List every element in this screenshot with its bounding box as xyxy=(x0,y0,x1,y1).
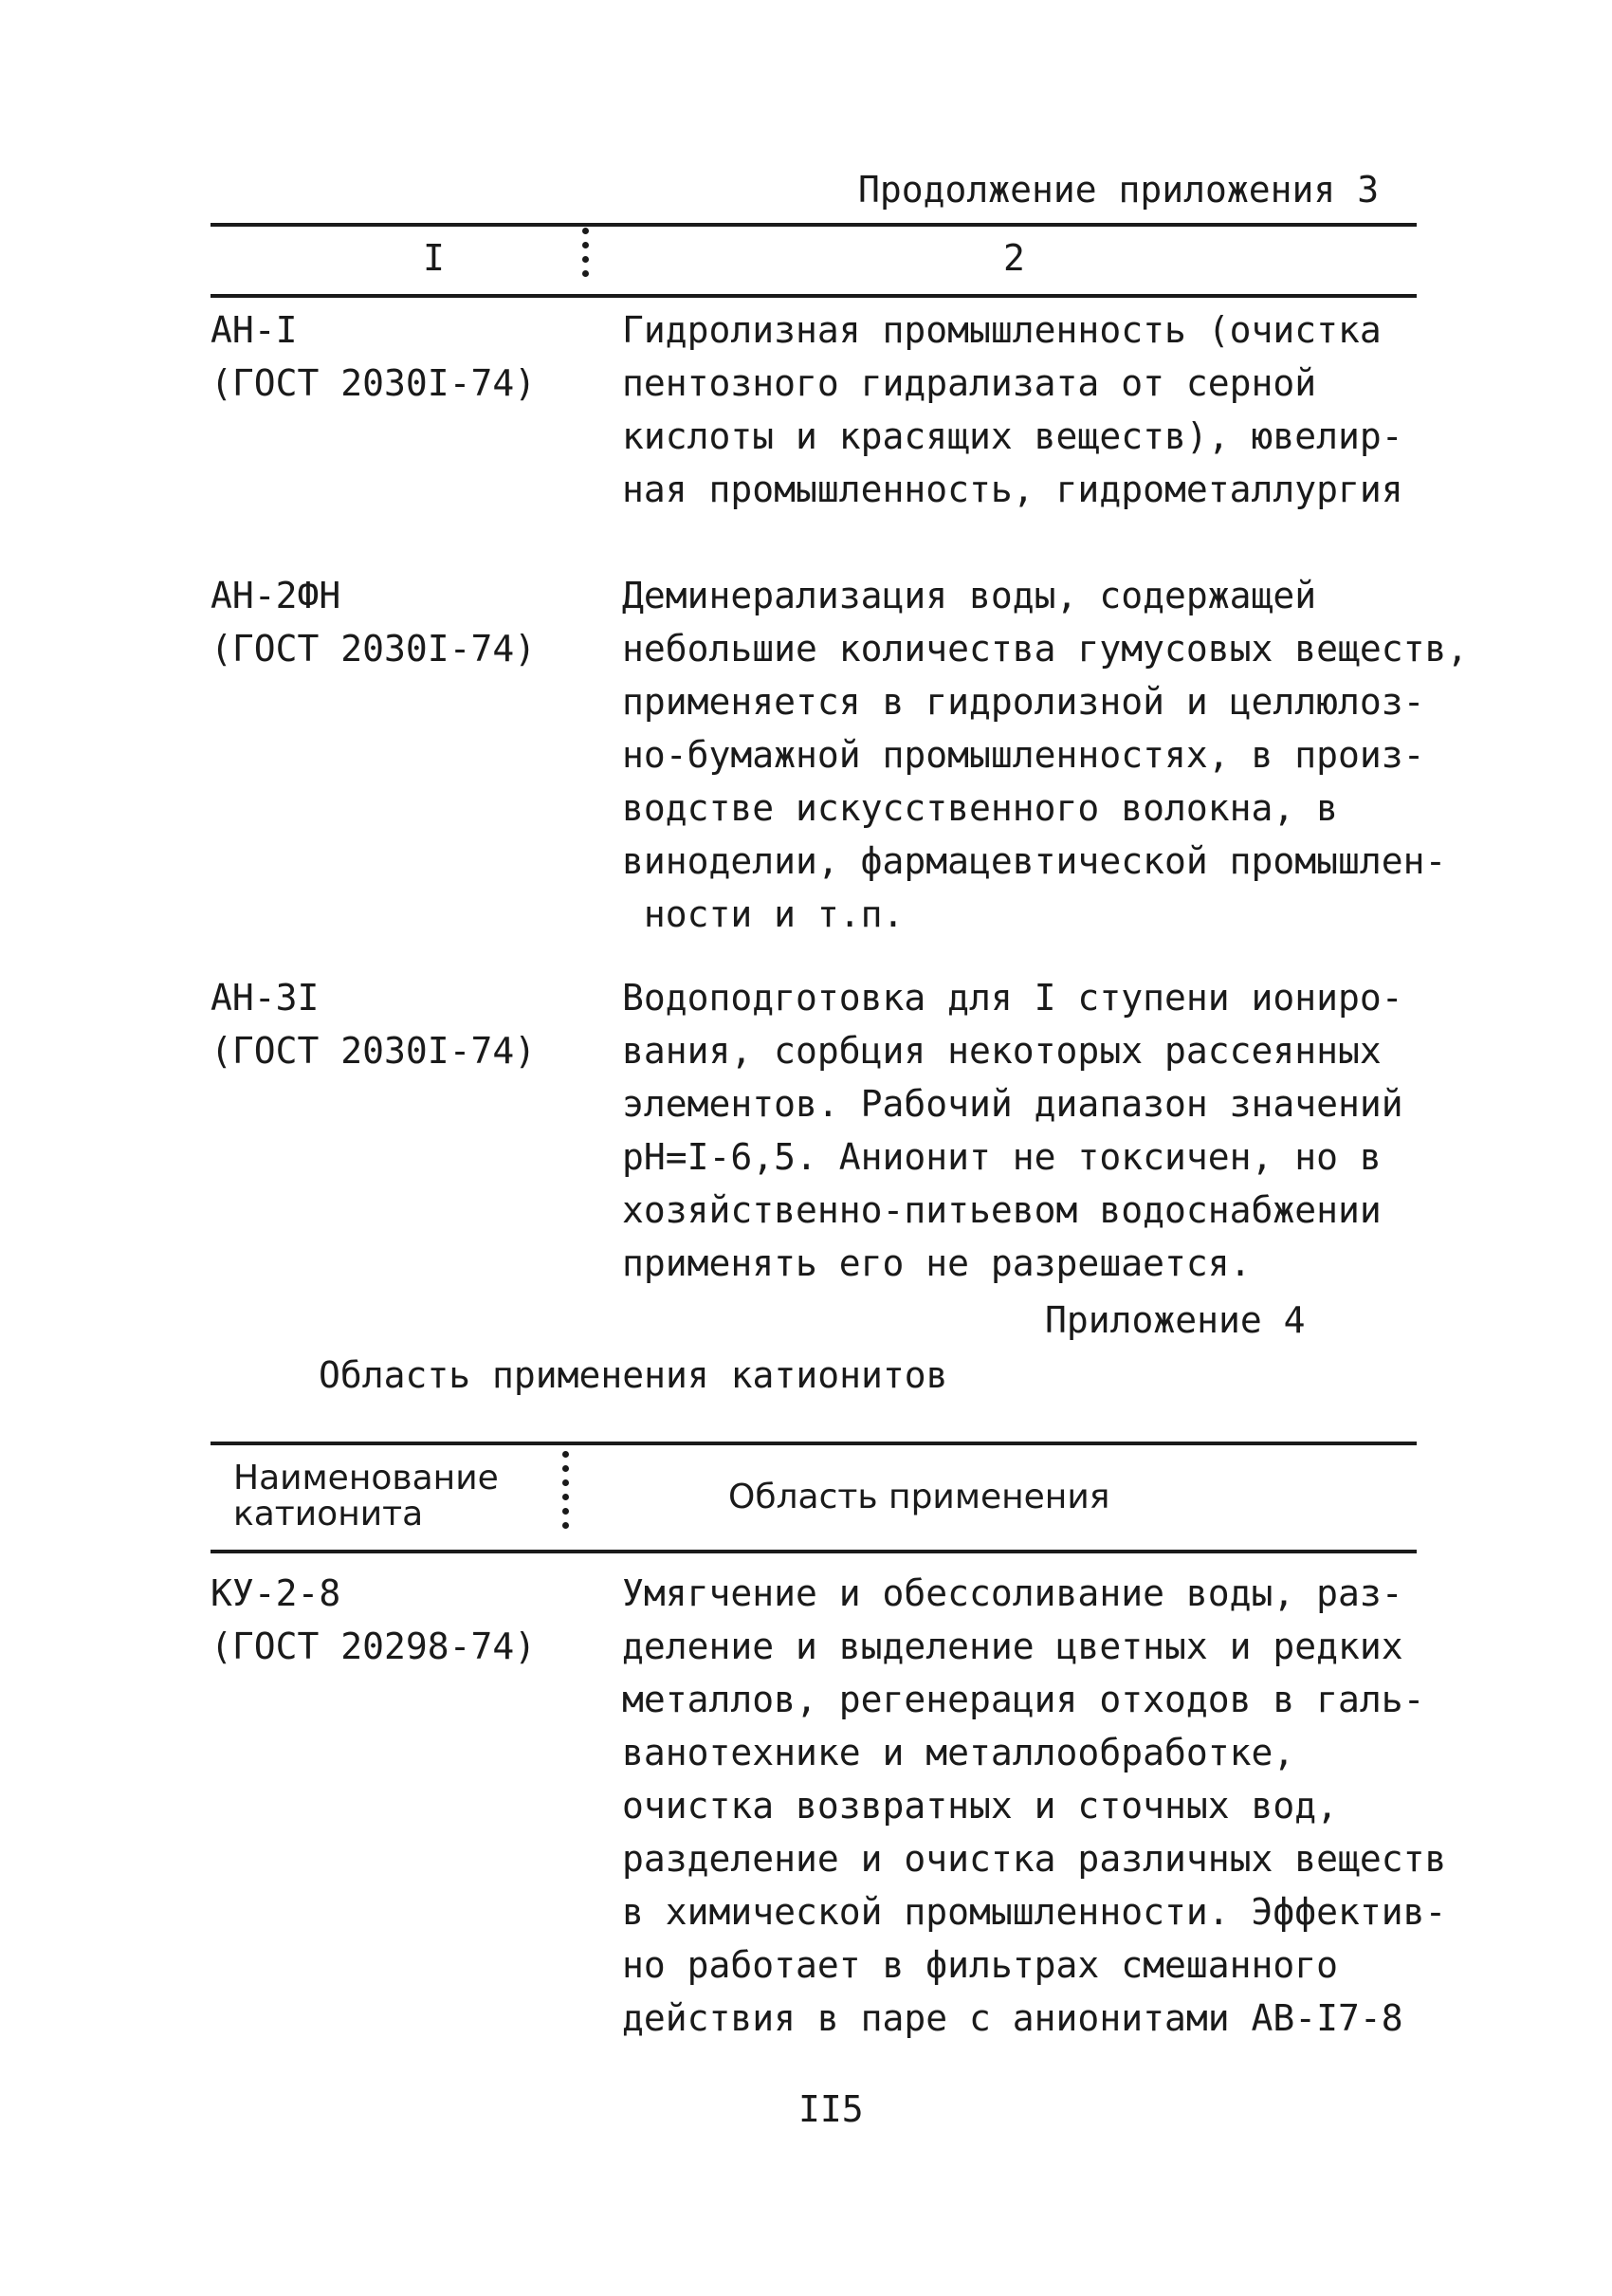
table2-row1-desc-line9: действия в паре с анионитами АВ-I7-8 xyxy=(622,1997,1403,2039)
table1-top-rule xyxy=(211,223,1417,227)
table1-row3-desc-line2: вания, сорбция некоторых рассеянных xyxy=(622,1030,1382,1072)
table1-row1-desc-line3: кислоты и красящих веществ), ювелир- xyxy=(622,415,1403,457)
table2-header-divider xyxy=(562,1451,570,1536)
table1-row1-name: АН-I xyxy=(211,309,298,351)
table2-header-col1-line1: Наименование xyxy=(233,1459,499,1497)
table1-row1-standard: (ГОСТ 2030I-74) xyxy=(211,362,537,404)
table2-row1-desc-line7: в химической промышленности. Эффектив- xyxy=(622,1891,1447,1933)
table2-row1-desc-line4: ванотехнике и металлообработке, xyxy=(622,1732,1295,1773)
table2-row1-standard: (ГОСТ 20298-74) xyxy=(211,1626,537,1667)
appendix4-label: Приложение 4 xyxy=(1045,1299,1306,1341)
continuation-label: Продолжение приложения 3 xyxy=(858,169,1380,211)
table2-header-col2: Область применения xyxy=(728,1478,1110,1516)
table1-row2-name: АН-2ФН xyxy=(211,575,341,616)
table1-row3-desc-line5: хозяйственно-питьевом водоснабжении xyxy=(622,1189,1382,1231)
table1-row3-desc-line6: применять его не разрешается. xyxy=(622,1242,1252,1284)
table2-row1-name: КУ-2-8 xyxy=(211,1572,341,1614)
table1-row1-desc-line4: ная промышленность, гидрометаллургия xyxy=(622,468,1403,510)
table1-row1-desc-line2: пентозного гидрализата от серной xyxy=(622,362,1317,404)
table1-row3-desc-line3: элементов. Рабочий диапазон значений xyxy=(622,1083,1403,1125)
table1-row3-standard: (ГОСТ 2030I-74) xyxy=(211,1030,537,1072)
table1-header-rule xyxy=(211,294,1417,298)
table1-row2-desc-line4: но-бумажной промышленностях, в произ- xyxy=(622,734,1425,776)
table1-row2-desc-line1: Деминерализация воды, содержащей xyxy=(622,575,1317,616)
table2-top-rule xyxy=(211,1442,1417,1445)
table2-header-rule xyxy=(211,1550,1417,1553)
table1-row3-desc-line4: pH=I-6,5. Анионит не токсичен, но в xyxy=(622,1136,1382,1178)
table1-header-col2: 2 xyxy=(1003,237,1025,279)
table1-row2-desc-line5: водстве искусственного волокна, в xyxy=(622,787,1338,829)
table1-header-divider xyxy=(582,228,590,285)
table1-row2-standard: (ГОСТ 2030I-74) xyxy=(211,628,537,670)
table2-title: Область применения катионитов xyxy=(319,1354,948,1396)
table1-header-col1: I xyxy=(423,237,445,279)
table2-row1-desc-line5: очистка возвратных и сточных вод, xyxy=(622,1785,1338,1827)
table1-row1-desc-line1: Гидролизная промышленность (очистка xyxy=(622,309,1382,351)
table2-row1-desc-line1: Умягчение и обессоливание воды, раз- xyxy=(622,1572,1403,1614)
table1-row2-desc-line2: небольшие количества гумусовых веществ, xyxy=(622,628,1469,670)
table2-row1-desc-line2: деление и выделение цветных и редких xyxy=(622,1626,1403,1667)
table1-row3-name: АН-3I xyxy=(211,977,320,1019)
table1-row2-desc-line6: виноделии, фармацевтической промышлен- xyxy=(622,840,1447,882)
table2-row1-desc-line3: металлов, регенерация отходов в галь- xyxy=(622,1679,1425,1720)
table2-row1-desc-line6: разделение и очистка различных веществ xyxy=(622,1838,1447,1880)
table1-row2-desc-line7: ности и т.п. xyxy=(622,893,905,935)
table2-row1-desc-line8: но работает в фильтрах смешанного xyxy=(622,1944,1338,1986)
table2-header-col1-line2: катионита xyxy=(233,1495,424,1534)
table1-row3-desc-line1: Водоподготовка для I ступени иониро- xyxy=(622,977,1403,1019)
page-number: II5 xyxy=(798,2088,864,2130)
table1-row2-desc-line3: применяется в гидролизной и целлюлоз- xyxy=(622,681,1425,723)
